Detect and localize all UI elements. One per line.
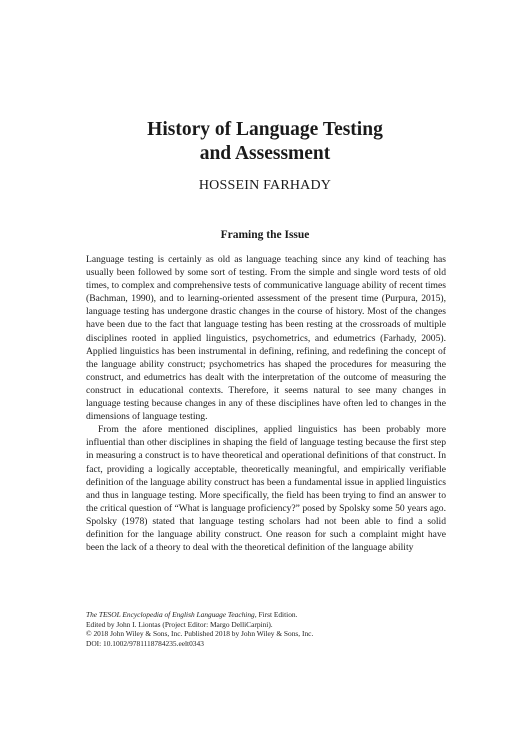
book-title: The TESOL Encyclopedia of English Language Teaching — [86, 610, 255, 619]
title-line-2: and Assessment — [199, 143, 331, 164]
article-body — [86, 253, 446, 554]
paragraph-2: From the afore mentioned disciplines, applied linguistics has been probably more influential than other disciplines in shaping the field of language testing because the first step in measuring a construct is to have theoretical and operational definitions of that construct. In fact, providing a logically acceptable, theoretically meaningful, and empirically verifiable definition of the language ability construct has been a fundamental issue in applied linguistics and thus in language testing. More specifically, the field has been trying to find an answer to the critical question of “What is language proficiency?” posed by Spolsky some 50 years ago. Spolsky (1978) stated that language testing scholars had not been able to find a solid definition for the language ability construct. One reason for such a complaint might have been the lack of a theory to deal with the theoretical definition of the language ability — [86, 424, 446, 554]
editor-line: Edited by John I. Liontas (Project Editor: Margo DelliCarpini). — [86, 619, 273, 629]
paragraph-1: Language testing is certainly as old as language teaching since any kind of teaching has usually been followed by some sort of testing. From the simple and single word tests of old times, to complex and comprehensive tests of communicative language ability of recent times (Bachman, 1990), and to learning-oriented assessment of the present time (Purpura, 2015), language testing has undergone drastic changes in the course of history. Most of the changes have been due to the fact that language testing has been resting at the crossroads of multiple disciplines rooted in applied linguistics, psychometrics, and edumetrics (Farhady, 2005). Applied linguistics has been instrumental in defining, refining, and redefining the concept of the language ability construct; psychometrics has shaped the procedures for measuring the construct, and edumetrics has dealt with the interpretation of the outcome of measuring the construct in educational contexts. Therefore, it seems natural to see many changes in language testing because changes in any of these disciplines have often led to changes in the dimensions of language testing. — [86, 254, 446, 423]
edition-text: , First Edition. — [254, 610, 298, 619]
citation-footer — [86, 610, 466, 649]
author-name: HOSSEIN FARHADY — [198, 178, 332, 193]
article-title — [0, 118, 530, 166]
title-line-1: History of Language Testing — [147, 119, 383, 140]
footer-book-line — [86, 610, 466, 620]
copyright-line: © 2018 John Wiley & Sons, Inc. Published 2018 by John Wiley & Sons, Inc. — [86, 629, 314, 639]
doi-line: DOI: 10.1002/9781118784235.eelt0343 — [86, 639, 204, 649]
section-heading: Framing the Issue — [220, 229, 310, 241]
